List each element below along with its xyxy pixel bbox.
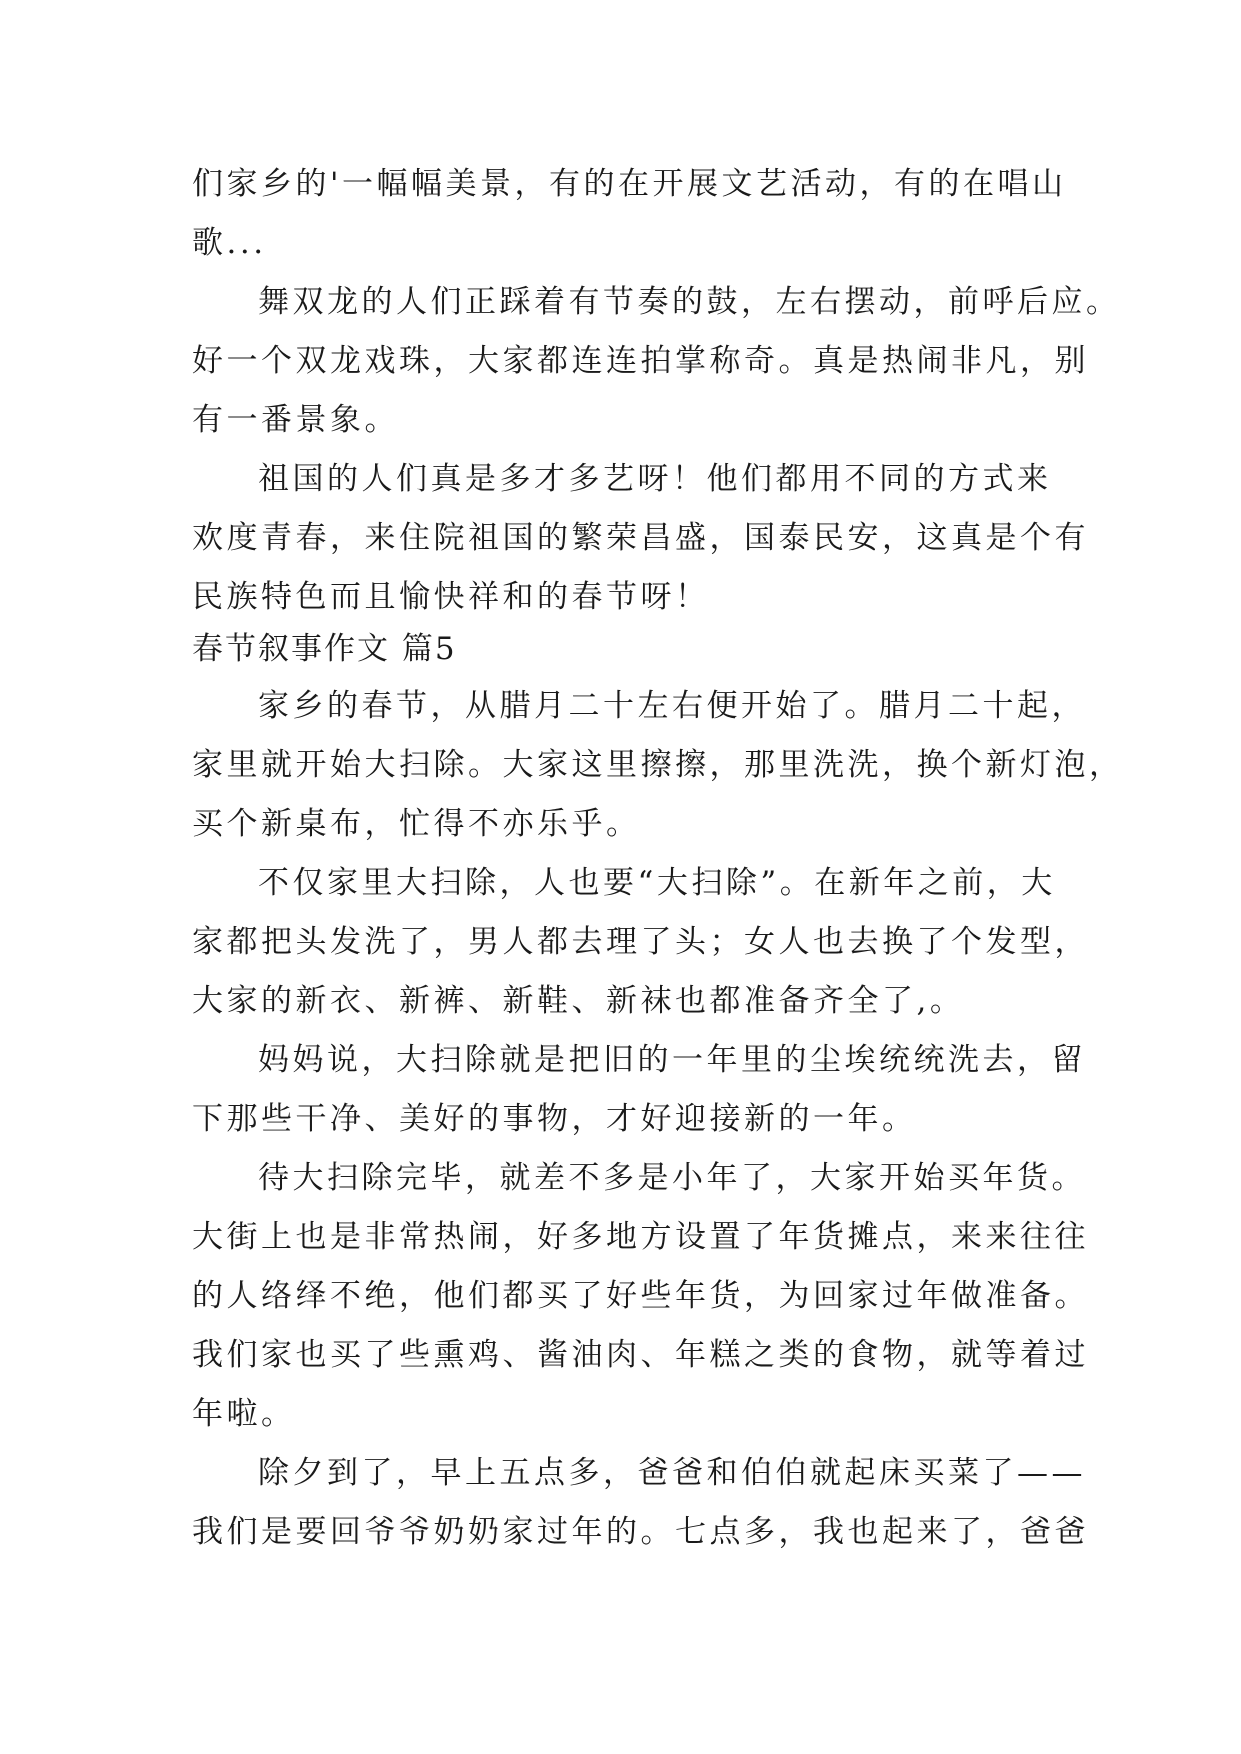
text-line: 年啦。 bbox=[192, 1396, 296, 1432]
paragraph-first-line: 待大扫除完毕，就差不多是小年了，大家开始买年货。 bbox=[258, 1160, 1086, 1196]
text-line: 我们是要回爷爷奶奶家过年的。七点多，我也起来了，爸爸 bbox=[192, 1514, 1089, 1550]
text-line: 大家的新衣、新裤、新鞋、新袜也都准备齐全了,。 bbox=[192, 983, 965, 1019]
text-line: 我们家也买了些熏鸡、酱油肉、年糕之类的食物，就等着过 bbox=[192, 1337, 1089, 1373]
paragraph-first-line: 不仅家里大扫除，人也要“大扫除”。在新年之前，大 bbox=[258, 865, 1056, 901]
text-line: 民族特色而且愉快祥和的春节呀！ bbox=[192, 579, 710, 615]
text-line: 欢度青春，来住院祖国的繁荣昌盛，国泰民安，这真是个有 bbox=[192, 520, 1089, 556]
text-line: 买个新桌布，忙得不亦乐乎。 bbox=[192, 806, 641, 842]
text-line: 歌... bbox=[192, 225, 267, 261]
text-line: 家都把头发洗了，男人都去理了头；女人也去换了个发型， bbox=[192, 924, 1089, 960]
text-line: 的人络绎不绝，他们都买了好些年货，为回家过年做准备。 bbox=[192, 1278, 1089, 1314]
text-line: 好一个双龙戏珠，大家都连连拍掌称奇。真是热闹非凡，别 bbox=[192, 343, 1089, 379]
text-line: 大街上也是非常热闹，好多地方设置了年货摊点，来来往往 bbox=[192, 1219, 1089, 1255]
paragraph-first-line: 祖国的人们真是多才多艺呀！他们都用不同的方式来 bbox=[258, 461, 1052, 497]
text-line: 们家乡的'一幅幅美景，有的在开展文艺活动，有的在唱山 bbox=[192, 166, 1067, 202]
paragraph-first-line: 除夕到了，早上五点多，爸爸和伯伯就起床买菜了—— bbox=[258, 1455, 1086, 1491]
paragraph-first-line: 舞双龙的人们正踩着有节奏的鼓，左右摆动，前呼后应。 bbox=[258, 284, 1121, 320]
paragraph-first-line: 家乡的春节，从腊月二十左右便开始了。腊月二十起， bbox=[258, 688, 1086, 724]
text-line: 家里就开始大扫除。大家这里擦擦，那里洗洗，换个新灯泡， bbox=[192, 747, 1124, 783]
section-title: 春节叙事作文 篇5 bbox=[192, 631, 457, 667]
paragraph-first-line: 妈妈说，大扫除就是把旧的一年里的尘埃统统洗去，留 bbox=[258, 1042, 1086, 1078]
text-line: 下那些干净、美好的事物，才好迎接新的一年。 bbox=[192, 1101, 917, 1137]
text-line: 有一番景象。 bbox=[192, 402, 399, 438]
